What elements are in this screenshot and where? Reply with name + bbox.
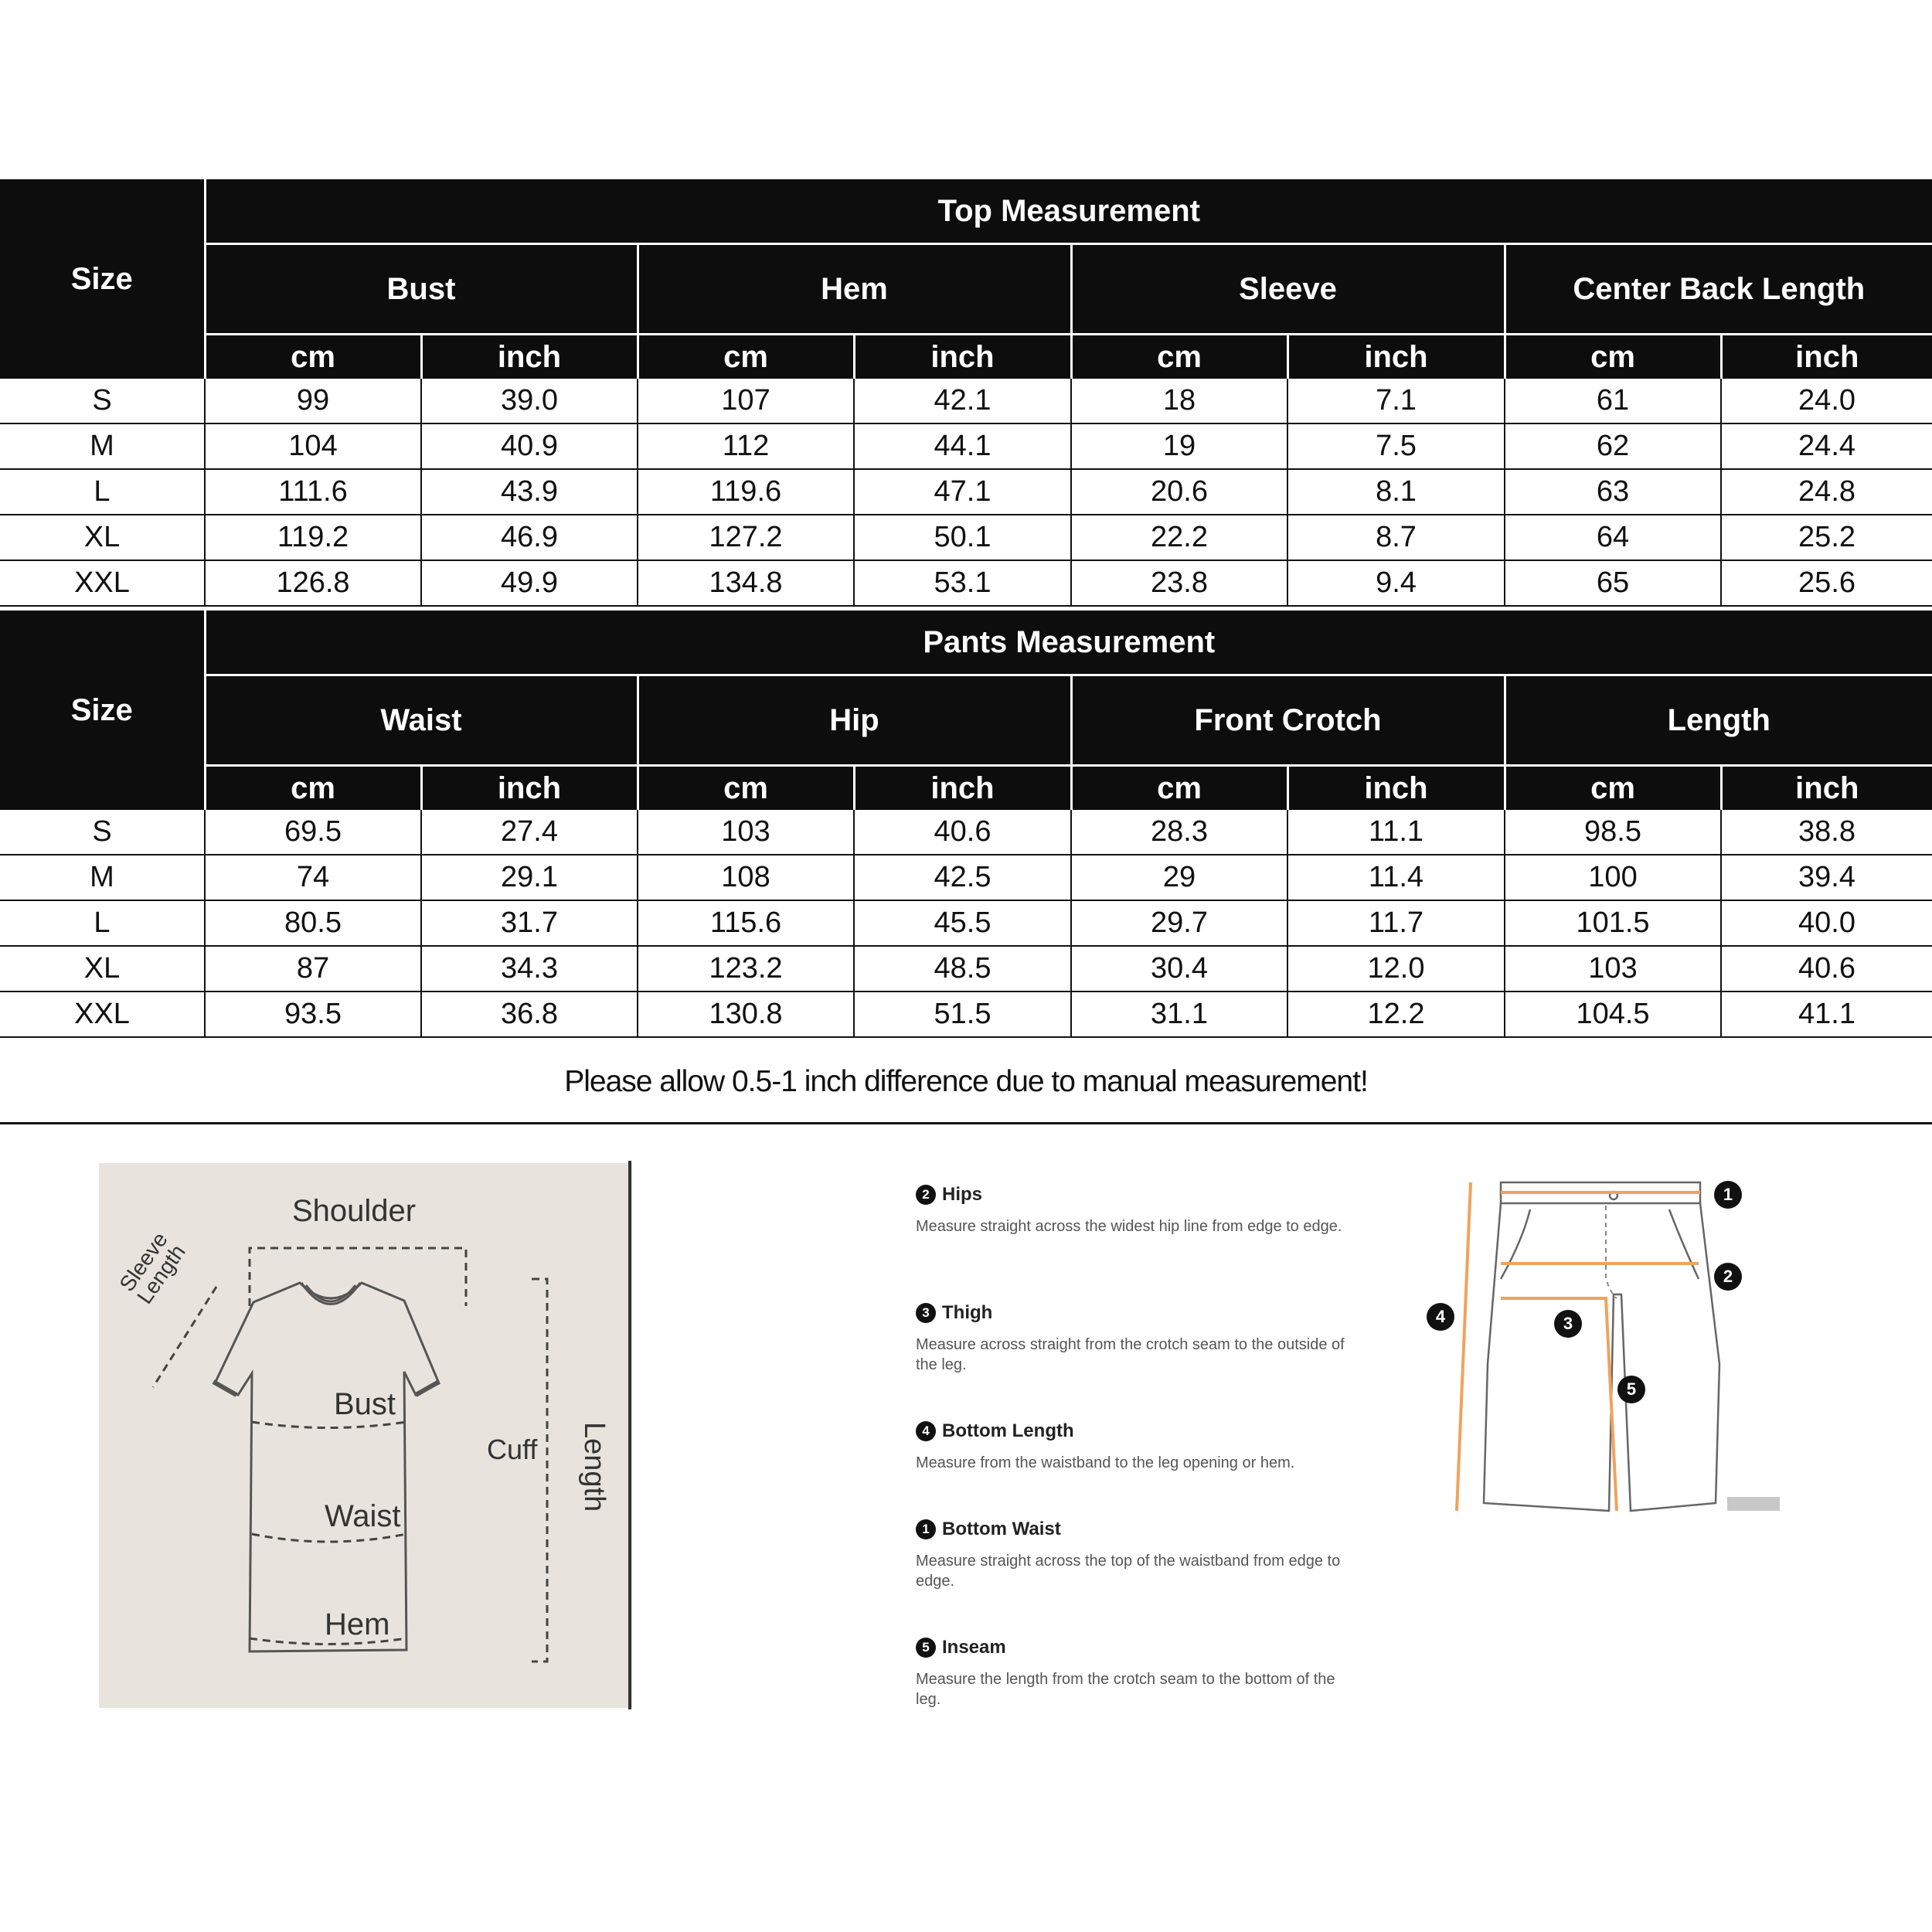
unit-header: cm (1505, 766, 1721, 811)
value-cell: 98.5 (1505, 810, 1721, 855)
size-cell: M (0, 855, 205, 900)
value-cell: 119.6 (638, 469, 854, 515)
unit-header: inch (1721, 335, 1932, 379)
size-cell: S (0, 810, 205, 855)
table-row (0, 855, 1932, 900)
value-cell: 40.9 (421, 423, 638, 469)
step-description: Measure straight across the widest hip line from edge to edge. (916, 1218, 1342, 1235)
value-cell: 74 (205, 855, 421, 900)
step-title: Bottom Waist (942, 1519, 1061, 1539)
value-cell: 111.6 (205, 469, 421, 515)
value-cell: 61 (1505, 379, 1721, 423)
value-cell: 87 (205, 946, 421, 992)
value-cell: 65 (1505, 560, 1721, 606)
value-cell: 31.1 (1071, 992, 1287, 1037)
value-cell: 93.5 (205, 992, 421, 1037)
value-cell: 24.8 (1721, 469, 1932, 515)
size-cell: L (0, 469, 205, 515)
group-header: Waist (205, 675, 638, 766)
pants-badge: 1 (1714, 1181, 1742, 1209)
sleeve-length-label: Sleeve Length (114, 1227, 190, 1308)
size-cell: XL (0, 515, 205, 560)
value-cell: 130.8 (638, 992, 854, 1037)
value-cell: 42.1 (854, 379, 1071, 423)
value-cell: 107 (638, 379, 854, 423)
value-cell: 11.1 (1287, 810, 1505, 855)
value-cell: 104.5 (1505, 992, 1721, 1037)
value-cell: 24.0 (1721, 379, 1932, 423)
value-cell: 126.8 (205, 560, 421, 606)
pants-badge: 5 (1617, 1376, 1645, 1403)
pants-badge: 4 (1427, 1303, 1454, 1331)
unit-header: inch (421, 766, 638, 811)
value-cell: 46.9 (421, 515, 638, 560)
value-cell: 40.6 (854, 810, 1071, 855)
size-header: Size (0, 611, 205, 810)
value-cell: 11.4 (1287, 855, 1505, 900)
size-cell: XXL (0, 560, 205, 606)
group-header: Length (1505, 675, 1932, 766)
value-cell: 18 (1071, 379, 1287, 423)
value-cell: 23.8 (1071, 560, 1287, 606)
value-cell: 24.4 (1721, 423, 1932, 469)
step-number: 3 (916, 1303, 936, 1323)
table-row (0, 515, 1932, 560)
pants-table-body (0, 810, 1932, 1037)
hem-label: Hem (325, 1607, 390, 1641)
unit-header: inch (854, 335, 1071, 379)
unit-header: cm (205, 766, 421, 811)
value-cell: 25.6 (1721, 560, 1932, 606)
bust-label: Bust (334, 1387, 396, 1421)
value-cell: 20.6 (1071, 469, 1287, 515)
group-header: Sleeve (1071, 244, 1505, 335)
value-cell: 28.3 (1071, 810, 1287, 855)
value-cell: 12.2 (1287, 992, 1505, 1037)
value-cell: 7.1 (1287, 379, 1505, 423)
value-cell: 30.4 (1071, 946, 1287, 992)
step-title: Bottom Length (942, 1420, 1074, 1441)
value-cell: 63 (1505, 469, 1721, 515)
table-row (0, 423, 1932, 469)
step-description: Measure across straight from the crotch seam to the outside of the leg. (916, 1336, 1345, 1373)
value-cell: 119.2 (205, 515, 421, 560)
group-header: Front Crotch (1071, 675, 1505, 766)
step-inseam (916, 1637, 1349, 1709)
size-header: Size (0, 179, 205, 379)
unit-header: cm (1071, 766, 1287, 811)
value-cell: 25.2 (1721, 515, 1932, 560)
group-header: Center Back Length (1505, 244, 1932, 335)
value-cell: 38.8 (1721, 810, 1932, 855)
value-cell: 39.0 (421, 379, 638, 423)
value-cell: 7.5 (1287, 423, 1505, 469)
group-header: Bust (205, 244, 638, 335)
value-cell: 29.1 (421, 855, 638, 900)
size-cell: XXL (0, 992, 205, 1037)
value-cell: 103 (638, 810, 854, 855)
size-cell: XL (0, 946, 205, 992)
value-cell: 45.5 (854, 900, 1071, 946)
step-number: 4 (916, 1421, 936, 1441)
pants-outline-icon (1414, 1163, 1785, 1526)
size-cell: M (0, 423, 205, 469)
table-row (0, 810, 1932, 855)
step-description: Measure from the waistband to the leg opening or hem. (916, 1454, 1295, 1471)
value-cell: 108 (638, 855, 854, 900)
value-cell: 134.8 (638, 560, 854, 606)
pants-measurement-title: Pants Measurement (205, 611, 1932, 675)
divider (0, 1122, 1932, 1124)
pants-measurement-table (0, 611, 1932, 1038)
value-cell: 127.2 (638, 515, 854, 560)
unit-header: cm (1505, 335, 1721, 379)
value-cell: 69.5 (205, 810, 421, 855)
value-cell: 51.5 (854, 992, 1071, 1037)
size-cell: L (0, 900, 205, 946)
top-measurement-table (0, 179, 1932, 607)
value-cell: 62 (1505, 423, 1721, 469)
value-cell: 49.9 (421, 560, 638, 606)
value-cell: 115.6 (638, 900, 854, 946)
table-row (0, 946, 1932, 992)
unit-header: inch (1287, 335, 1505, 379)
unit-header: inch (854, 766, 1071, 811)
value-cell: 44.1 (854, 423, 1071, 469)
step-title: Thigh (942, 1302, 993, 1323)
value-cell: 64 (1505, 515, 1721, 560)
value-cell: 41.1 (1721, 992, 1932, 1037)
value-cell: 100 (1505, 855, 1721, 900)
value-cell: 103 (1505, 946, 1721, 992)
value-cell: 123.2 (638, 946, 854, 992)
step-bottom-length (916, 1420, 1349, 1473)
step-hips (916, 1184, 1349, 1236)
table-row (0, 560, 1932, 606)
table-row (0, 379, 1932, 423)
step-description: Measure straight across the top of the waistband from edge to edge. (916, 1553, 1341, 1590)
swatch (1727, 1497, 1780, 1511)
unit-header: cm (1071, 335, 1287, 379)
value-cell: 9.4 (1287, 560, 1505, 606)
waist-label: Waist (325, 1499, 401, 1533)
value-cell: 8.7 (1287, 515, 1505, 560)
value-cell: 29.7 (1071, 900, 1287, 946)
value-cell: 101.5 (1505, 900, 1721, 946)
value-cell: 40.0 (1721, 900, 1932, 946)
cuff-label: Cuff (487, 1434, 538, 1465)
group-header: Hem (638, 244, 1071, 335)
value-cell: 48.5 (854, 946, 1071, 992)
value-cell: 39.4 (1721, 855, 1932, 900)
step-title: Inseam (942, 1637, 1006, 1658)
value-cell: 47.1 (854, 469, 1071, 515)
unit-header: inch (1721, 766, 1932, 811)
unit-header: inch (421, 335, 638, 379)
step-number: 5 (916, 1638, 936, 1658)
value-cell: 112 (638, 423, 854, 469)
value-cell: 80.5 (205, 900, 421, 946)
step-bottom-waist (916, 1519, 1349, 1591)
unit-header: cm (205, 335, 421, 379)
value-cell: 31.7 (421, 900, 638, 946)
top-table-body (0, 379, 1932, 606)
step-thigh (916, 1302, 1349, 1375)
value-cell: 19 (1071, 423, 1287, 469)
table-row (0, 992, 1932, 1037)
step-title: Hips (942, 1184, 983, 1205)
value-cell: 34.3 (421, 946, 638, 992)
size-cell: S (0, 379, 205, 423)
length-label: Length (578, 1422, 611, 1512)
value-cell: 36.8 (421, 992, 638, 1037)
group-header: Hip (638, 675, 1071, 766)
top-measurement-title: Top Measurement (205, 179, 1932, 244)
value-cell: 12.0 (1287, 946, 1505, 992)
unit-header: cm (638, 335, 854, 379)
value-cell: 8.1 (1287, 469, 1505, 515)
table-row (0, 900, 1932, 946)
value-cell: 22.2 (1071, 515, 1287, 560)
value-cell: 27.4 (421, 810, 638, 855)
pants-badge: 2 (1714, 1263, 1742, 1291)
unit-header: cm (638, 766, 854, 811)
step-number: 2 (916, 1185, 936, 1205)
step-description: Measure the length from the crotch seam to the bottom of the leg. (916, 1671, 1335, 1708)
step-number: 1 (916, 1519, 936, 1539)
value-cell: 104 (205, 423, 421, 469)
shoulder-label: Shoulder (292, 1194, 417, 1228)
value-cell: 42.5 (854, 855, 1071, 900)
pants-badge: 3 (1554, 1310, 1582, 1338)
value-cell: 99 (205, 379, 421, 423)
unit-header: inch (1287, 766, 1505, 811)
value-cell: 11.7 (1287, 900, 1505, 946)
value-cell: 29 (1071, 855, 1287, 900)
measurement-note: Please allow 0.5-1 inch difference due to manual measurement! (564, 1065, 1368, 1098)
table-row (0, 469, 1932, 515)
value-cell: 43.9 (421, 469, 638, 515)
value-cell: 40.6 (1721, 946, 1932, 992)
value-cell: 53.1 (854, 560, 1071, 606)
value-cell: 50.1 (854, 515, 1071, 560)
